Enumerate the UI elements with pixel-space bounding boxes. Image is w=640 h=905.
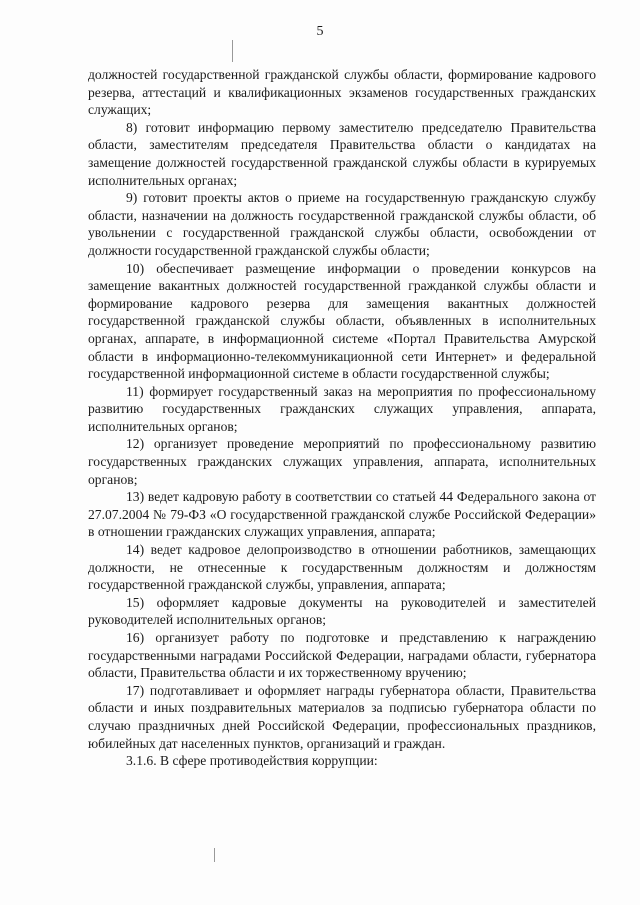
paragraph-item-11: 11) формирует государственный заказ на мероприятия по профессиональному развитию государственных гражданских служащих управления, аппарата, исполнительных органов; [88,383,596,434]
paragraph-item-12: 12) организует проведение мероприятий по профессиональному развитию государственных гражданских служащих управления, аппарата, исполнительных органов; [88,436,596,487]
document-body [88,66,596,770]
paragraph-item-9: 9) готовит проекты актов о приеме на государственную гражданскую службу области, назначении на должность государственной гражданской службы области, об увольнении с государственной гражданской службы области, освобождении от должности государственной гражданской службы области; [88,190,596,258]
paragraph-item-15: 15) оформляет кадровые документы на руководителей и заместителей руководителей исполнительных органов; [88,594,596,628]
paragraph-item-16: 16) организует работу по подготовке и представлению к награждению государственными наградами Российской Федерации, наградами области, губернатора области, Правительства области и их торжественному вручению; [88,630,596,681]
paragraph-item-10: 10) обеспечивает размещение информации о проведении конкурсов на замещение вакантных должностей государственной гражданкой службы области и формирование кадрового резерва для замещения вакантных должностей государственной гражданской службы области, объявленных в исполнительных органах, аппарате, в информационной системе «Портал Правительства Амурской области в информационно-телекоммуникационной сети Интернет» и федеральной государственной информационной системе в области государственной службы; [88,260,596,382]
section-heading: 3.1.6. В сфере противодействия коррупции: [126,753,378,769]
paragraph-item-8: 8) готовит информацию первому заместителю председателю Правительства области, заместителям председателя Правительства области о кандидатах на замещение должностей государственной гражданской службы области в курируемых исполнительных органах; [88,119,596,188]
scan-artifact [232,40,233,62]
scan-artifact [214,848,215,862]
paragraph-item-14: 14) ведет кадровое делопроизводство в отношении работников, замещающих должности, не отнесенные к государственным должностям и должностям государственной гражданской службы, управления, аппарата; [88,542,596,593]
paragraph-item-13: 13) ведет кадровую работу в соответствии со статьей 44 Федерального закона от 27.07.2004 № 79-ФЗ «О государственной гражданской службе Российской Федерации» в отношении гражданских служащих управления, аппарата; [88,489,596,540]
paragraph-continuation: должностей государственной гражданской службы области, формирование кадрового резерва, аттестаций и квалификационных экзаменов государственных гражданских служащих; [88,67,596,118]
page-number: 5 [316,24,324,39]
paragraph-item-17: 17) подготавливает и оформляет награды губернатора области, Правительства области и иных поздравительных материалов за подписью губернатора области по случаю праздничных дней Российской Федерации, профессиональных праздников, юбилейных дат населенных пунктов, организаций и граждан. [88,682,596,751]
